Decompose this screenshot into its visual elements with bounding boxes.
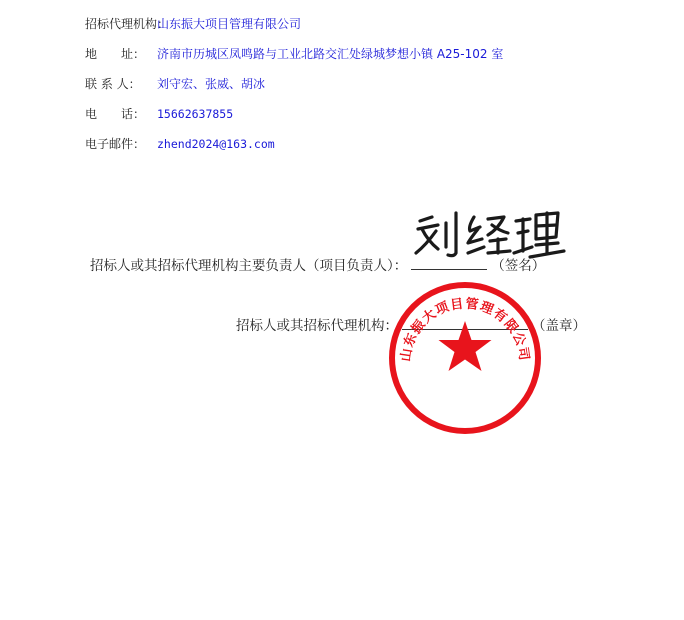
seal-graphic <box>392 285 538 431</box>
handwritten-signature <box>408 207 568 267</box>
phone-value: 15662637855 <box>157 107 234 121</box>
email-label: 电子邮件： <box>85 137 146 151</box>
contact-value: 刘守宏、张威、胡冰 <box>157 77 266 91</box>
signature-line-suffix: （签名） <box>491 258 546 274</box>
address-label: 地 址： <box>85 47 146 61</box>
agency-label: 招标代理机构： <box>85 17 170 31</box>
seal-line-prefix: 招标人或其招标代理机构： <box>236 318 398 334</box>
star-icon <box>439 321 492 371</box>
agency-row <box>85 16 301 32</box>
contact-row <box>85 76 265 92</box>
signature-line-prefix: 招标人或其招标代理机构主要负责人（项目负责人）： <box>90 258 408 274</box>
email-value: zhend2024@163.com <box>157 137 275 151</box>
contact-label: 联 系 人： <box>85 77 141 91</box>
email-row <box>85 136 275 152</box>
address-value: 济南市历城区凤鸣路与工业北路交汇处绿城梦想小镇 A25-102 室 <box>157 47 504 61</box>
address-row <box>85 46 503 62</box>
agency-value: 山东振大项目管理有限公司 <box>157 17 302 31</box>
phone-row <box>85 106 233 122</box>
seal-line-suffix: （盖章） <box>532 318 586 334</box>
seal-text: 山东振大项目管理有限公司 <box>398 296 532 363</box>
company-seal <box>384 279 546 437</box>
phone-label: 电 话： <box>85 107 146 121</box>
